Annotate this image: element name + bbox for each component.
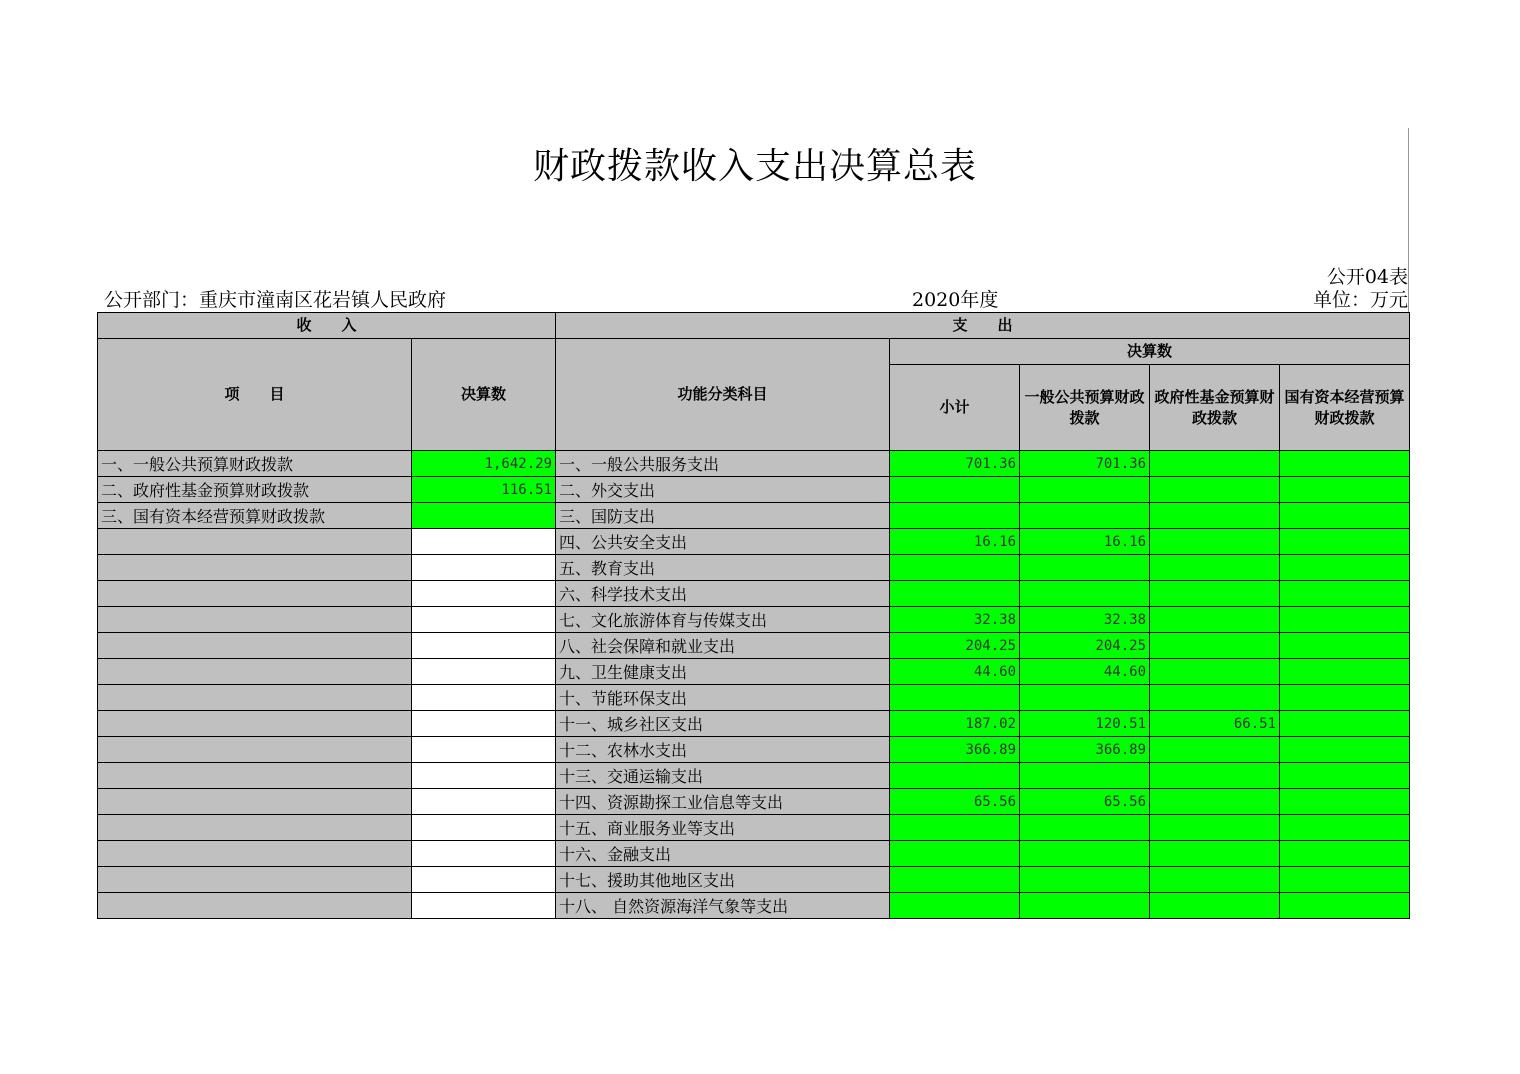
subtotal-cell[interactable]: 204.25 [890,633,1020,659]
table-row [98,581,1410,607]
income-item-cell[interactable] [98,737,412,763]
gov-fund-cell[interactable] [1150,893,1280,919]
table-row [98,503,1410,529]
income-item-cell[interactable]: 二、政府性基金预算财政拨款 [98,477,412,503]
income-header: 收 入 [98,313,556,339]
function-class-cell[interactable]: 九、卫生健康支出 [556,659,890,685]
subtotal-cell[interactable] [890,555,1020,581]
income-item-cell[interactable] [98,555,412,581]
table-row [98,555,1410,581]
state-capital-cell[interactable] [1280,633,1410,659]
general-budget-cell[interactable] [1020,555,1150,581]
function-class-cell[interactable]: 十七、援助其他地区支出 [556,867,890,893]
subtotal-header: 小计 [890,365,1020,451]
income-item-cell[interactable] [98,841,412,867]
income-amount-cell[interactable] [412,789,556,815]
state-capital-cell[interactable] [1280,503,1410,529]
state-capital-cell[interactable] [1280,763,1410,789]
general-budget-cell[interactable] [1020,763,1150,789]
subtotal-cell[interactable] [890,893,1020,919]
table-row [98,763,1410,789]
subtotal-cell[interactable]: 65.56 [890,789,1020,815]
general-budget-cell[interactable]: 32.38 [1020,607,1150,633]
function-class-cell[interactable]: 三、国防支出 [556,503,890,529]
income-item-cell[interactable] [98,789,412,815]
state-capital-cell[interactable] [1280,477,1410,503]
budget-table [97,312,1410,919]
state-capital-cell[interactable] [1280,841,1410,867]
income-item-cell[interactable]: 三、国有资本经营预算财政拨款 [98,503,412,529]
general-budget-cell[interactable] [1020,503,1150,529]
function-class-cell[interactable]: 四、公共安全支出 [556,529,890,555]
income-item-cell[interactable] [98,711,412,737]
income-amount-cell[interactable] [412,607,556,633]
state-capital-cell[interactable] [1280,893,1410,919]
function-class-cell[interactable]: 十五、商业服务业等支出 [556,815,890,841]
income-item-cell[interactable]: 一、一般公共预算财政拨款 [98,451,412,477]
income-amount-cell[interactable] [412,737,556,763]
income-item-cell[interactable] [98,529,412,555]
subtotal-cell[interactable] [890,867,1020,893]
subtotal-cell[interactable]: 701.36 [890,451,1020,477]
table-row [98,789,1410,815]
general-budget-cell[interactable]: 204.25 [1020,633,1150,659]
subtotal-cell[interactable] [890,815,1020,841]
gov-fund-cell[interactable] [1150,867,1280,893]
department-label: 公开部门：重庆市潼南区花岩镇人民政府 [104,289,447,311]
subtotal-cell[interactable] [890,477,1020,503]
gov-fund-cell[interactable] [1150,581,1280,607]
income-amount-cell[interactable] [412,555,556,581]
gov-fund-cell[interactable] [1150,815,1280,841]
gov-fund-cell[interactable] [1150,633,1280,659]
state-capital-cell[interactable] [1280,581,1410,607]
gov-fund-cell[interactable] [1150,685,1280,711]
function-class-cell[interactable]: 十三、交通运输支出 [556,763,890,789]
subtotal-cell[interactable] [890,503,1020,529]
function-class-cell[interactable]: 十八、 自然资源海洋气象等支出 [556,893,890,919]
page-title: 财政拨款收入支出决算总表 [532,146,977,187]
subtotal-cell[interactable] [890,581,1020,607]
gov-fund-cell[interactable] [1150,737,1280,763]
state-capital-cell[interactable] [1280,737,1410,763]
income-amount-cell[interactable] [412,581,556,607]
table-row [98,607,1410,633]
state-capital-cell[interactable] [1280,685,1410,711]
income-amount-cell[interactable] [412,841,556,867]
function-class-cell[interactable]: 十六、金融支出 [556,841,890,867]
gov-fund-cell[interactable] [1150,841,1280,867]
income-item-cell[interactable] [98,763,412,789]
gov-fund-cell[interactable] [1150,477,1280,503]
general-budget-cell[interactable] [1020,867,1150,893]
state-capital-cell[interactable] [1280,815,1410,841]
income-item-cell[interactable] [98,893,412,919]
state-capital-cell[interactable] [1280,451,1410,477]
income-item-cell[interactable] [98,815,412,841]
subtotal-cell[interactable] [890,841,1020,867]
general-budget-cell[interactable]: 366.89 [1020,737,1150,763]
income-amount-cell[interactable] [412,763,556,789]
general-budget-cell[interactable] [1020,581,1150,607]
subtotal-cell[interactable]: 366.89 [890,737,1020,763]
gov-fund-cell[interactable] [1150,503,1280,529]
form-number: 公开04表 [1326,266,1408,288]
income-amount-cell[interactable] [412,503,556,529]
final-amount-header: 决算数 [890,339,1410,365]
income-amount-cell[interactable] [412,711,556,737]
item-header: 项 目 [98,339,412,451]
function-class-cell[interactable]: 二、外交支出 [556,477,890,503]
gov-fund-cell[interactable] [1150,529,1280,555]
gov-fund-cell[interactable] [1150,555,1280,581]
general-budget-cell[interactable] [1020,893,1150,919]
income-amount-cell[interactable] [412,867,556,893]
function-class-cell[interactable]: 十一、城乡社区支出 [556,711,890,737]
table-row [98,451,1410,477]
income-amount-cell[interactable]: 1,642.29 [412,451,556,477]
subtotal-cell[interactable]: 187.02 [890,711,1020,737]
income-item-cell[interactable] [98,607,412,633]
function-class-cell[interactable]: 一、一般公共服务支出 [556,451,890,477]
expense-header: 支 出 [556,313,1410,339]
income-amount-cell[interactable] [412,815,556,841]
function-class-cell[interactable]: 十、节能环保支出 [556,685,890,711]
income-amount-cell[interactable] [412,685,556,711]
subtotal-cell[interactable]: 32.38 [890,607,1020,633]
state-capital-cell[interactable] [1280,659,1410,685]
function-class-cell[interactable]: 十四、资源勘探工业信息等支出 [556,789,890,815]
table-row [98,867,1410,893]
general-budget-cell[interactable] [1020,685,1150,711]
income-amount-cell[interactable] [412,529,556,555]
general-budget-cell[interactable]: 701.36 [1020,451,1150,477]
gov-fund-cell[interactable]: 66.51 [1150,711,1280,737]
function-class-cell[interactable]: 十二、农林水支出 [556,737,890,763]
table-row [98,815,1410,841]
state-capital-cell[interactable] [1280,555,1410,581]
function-class-cell[interactable]: 六、科学技术支出 [556,581,890,607]
table-row [98,841,1410,867]
function-class-cell[interactable]: 八、社会保障和就业支出 [556,633,890,659]
table-row [98,659,1410,685]
state-capital-cell[interactable] [1280,711,1410,737]
general-budget-cell[interactable]: 16.16 [1020,529,1150,555]
general-budget-cell[interactable] [1020,477,1150,503]
state-capital-cell[interactable] [1280,867,1410,893]
gov-fund-cell[interactable] [1150,763,1280,789]
table-row [98,893,1410,919]
subtotal-cell[interactable]: 16.16 [890,529,1020,555]
subtotal-cell[interactable] [890,685,1020,711]
function-class-cell[interactable]: 五、教育支出 [556,555,890,581]
table-row [98,737,1410,763]
function-class-cell[interactable]: 七、文化旅游体育与传媒支出 [556,607,890,633]
gov-fund-cell[interactable] [1150,659,1280,685]
table-row [98,529,1410,555]
state-capital-cell[interactable] [1280,607,1410,633]
state-capital-cell[interactable] [1280,789,1410,815]
unit-label: 单位：万元 [1312,289,1408,311]
state-capital-cell[interactable] [1280,529,1410,555]
table-row [98,633,1410,659]
income-amount-cell[interactable] [412,633,556,659]
subtotal-cell[interactable] [890,763,1020,789]
table-row [98,711,1410,737]
subtotal-cell[interactable]: 44.60 [890,659,1020,685]
income-amount-header: 决算数 [412,339,556,451]
function-class-header: 功能分类科目 [556,339,890,451]
general-budget-cell[interactable] [1020,815,1150,841]
state-capital-header: 国有资本经营预算财政拨款 [1280,365,1410,451]
fiscal-year: 2020年度 [912,289,999,311]
gov-fund-cell[interactable] [1150,451,1280,477]
general-budget-cell[interactable]: 120.51 [1020,711,1150,737]
income-amount-cell[interactable] [412,893,556,919]
general-budget-header: 一般公共预算财政拨款 [1020,365,1150,451]
income-item-cell[interactable] [98,633,412,659]
income-amount-cell[interactable]: 116.51 [412,477,556,503]
table-row [98,477,1410,503]
general-budget-cell[interactable]: 44.60 [1020,659,1150,685]
income-item-cell[interactable] [98,581,412,607]
gov-fund-cell[interactable] [1150,789,1280,815]
table-row [98,685,1410,711]
gov-fund-cell[interactable] [1150,607,1280,633]
income-item-cell[interactable] [98,685,412,711]
general-budget-cell[interactable] [1020,841,1150,867]
income-item-cell[interactable] [98,659,412,685]
gov-fund-header: 政府性基金预算财政拨款 [1150,365,1280,451]
income-amount-cell[interactable] [412,659,556,685]
general-budget-cell[interactable]: 65.56 [1020,789,1150,815]
income-item-cell[interactable] [98,867,412,893]
